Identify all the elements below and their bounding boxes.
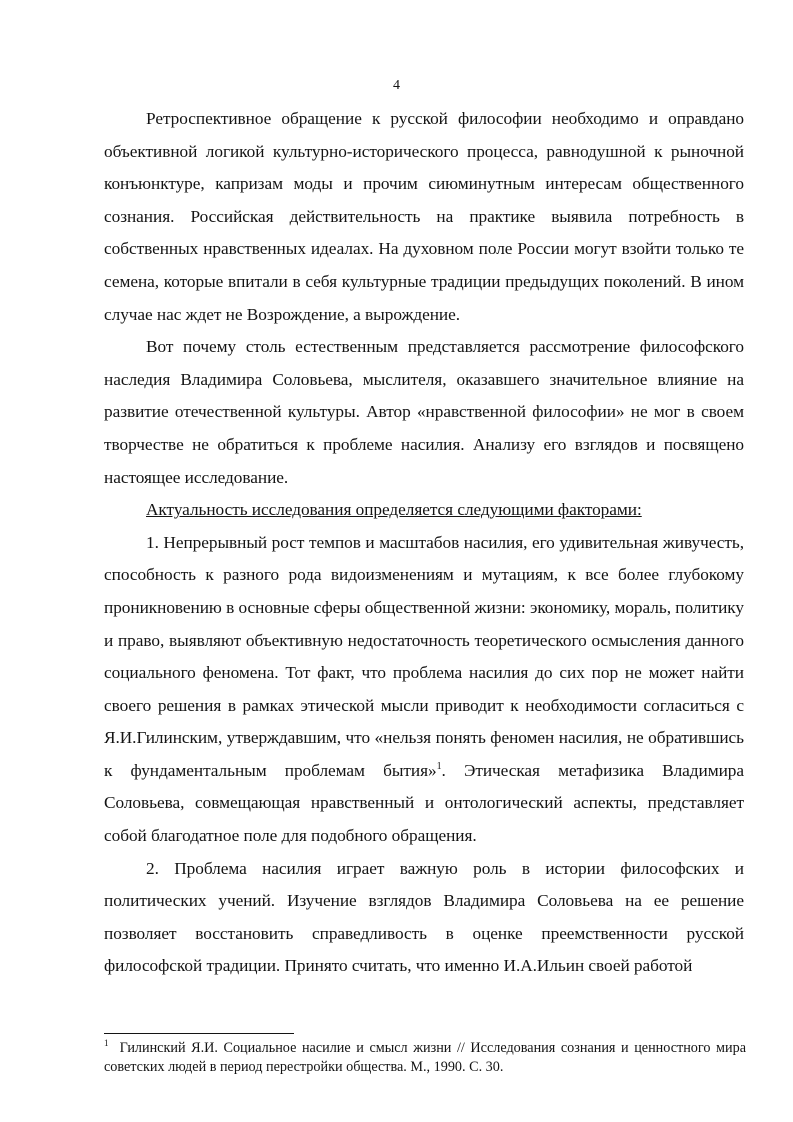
footnote-divider xyxy=(104,1033,294,1034)
factor-1-text: 1. Непрерывный рост темпов и масштабов насилия, его удивительная живучесть, способность к разного рода видоизменениям и мутациям, к все более глубокому проникновению в основные сферы общественной жизни: экономику, мораль, политику и право, выявляют объективную недостаточность теоретического осмысления данного социального феномена. Тот факт, что проблема насилия до сих пор не может найти своего решения в рамках этической мысли приводит к необходимости согласиться с Я.И.Гилинским, утверждавшим, что «нельзя понять феномен насилия, не обратившись к фундаментальным проблемам бытия» xyxy=(104,532,744,780)
relevance-heading: Актуальность исследования определяется следующими факторами: xyxy=(146,500,642,520)
paragraph-factor-1 xyxy=(104,527,744,853)
relevance-paragraph xyxy=(104,494,744,527)
footnote xyxy=(104,1039,746,1077)
paragraph-intro: Ретроспективное обращение к русской философии необходимо и оправдано объективной логикой культурно-исторического процесса, равнодушной к рыночной конъюнктуре, капризам моды и прочим сиюминутным интересам общественного сознания. Российская действительность на практике выявила потребность в собственных нравственных идеалах. На духовном поле России могут взойти только те семена, которые впитали в себя культурные традиции предыдущих поколений. В ином случае нас ждет не Возрождение, а вырождение. xyxy=(104,109,744,324)
footnote-text: Гилинский Я.И. Социальное насилие и смысл жизни // Исследования сознания и ценностного мира советских людей в период перестройки общества. М., 1990. С. 30. xyxy=(104,1040,747,1075)
paragraph-solovyov: Вот почему столь естественным представляется рассмотрение философского наследия Владимира Соловьева, мыслителя, оказавшего значительное влияние на развитие отечественной культуры. Автор «нравственной философии» не мог в своем творчестве не обратиться к проблеме насилия. Анализу его взглядов и посвящено настоящее исследование. xyxy=(104,337,744,487)
footnote-mark: 1 xyxy=(104,1038,109,1048)
footnote-reference: 1 xyxy=(436,760,442,772)
page-number: 4 xyxy=(393,78,400,93)
body-text xyxy=(104,103,744,983)
factor-1-continuation: . Этическая метафизика Владимира Соловьева, совмещающая нравственный и онтологический аспекты, представляет собой благодатное поле для подобного обращения. xyxy=(104,760,745,846)
paragraph-factor-2: 2. Проблема насилия играет важную роль в истории философских и политических учений. Изучение взглядов Владимира Соловьева на ее решение позволяет восстановить справедливость в оценке преемственности русской философской традиции. Принято считать, что именно И.А.Ильин своей работой xyxy=(104,858,744,976)
